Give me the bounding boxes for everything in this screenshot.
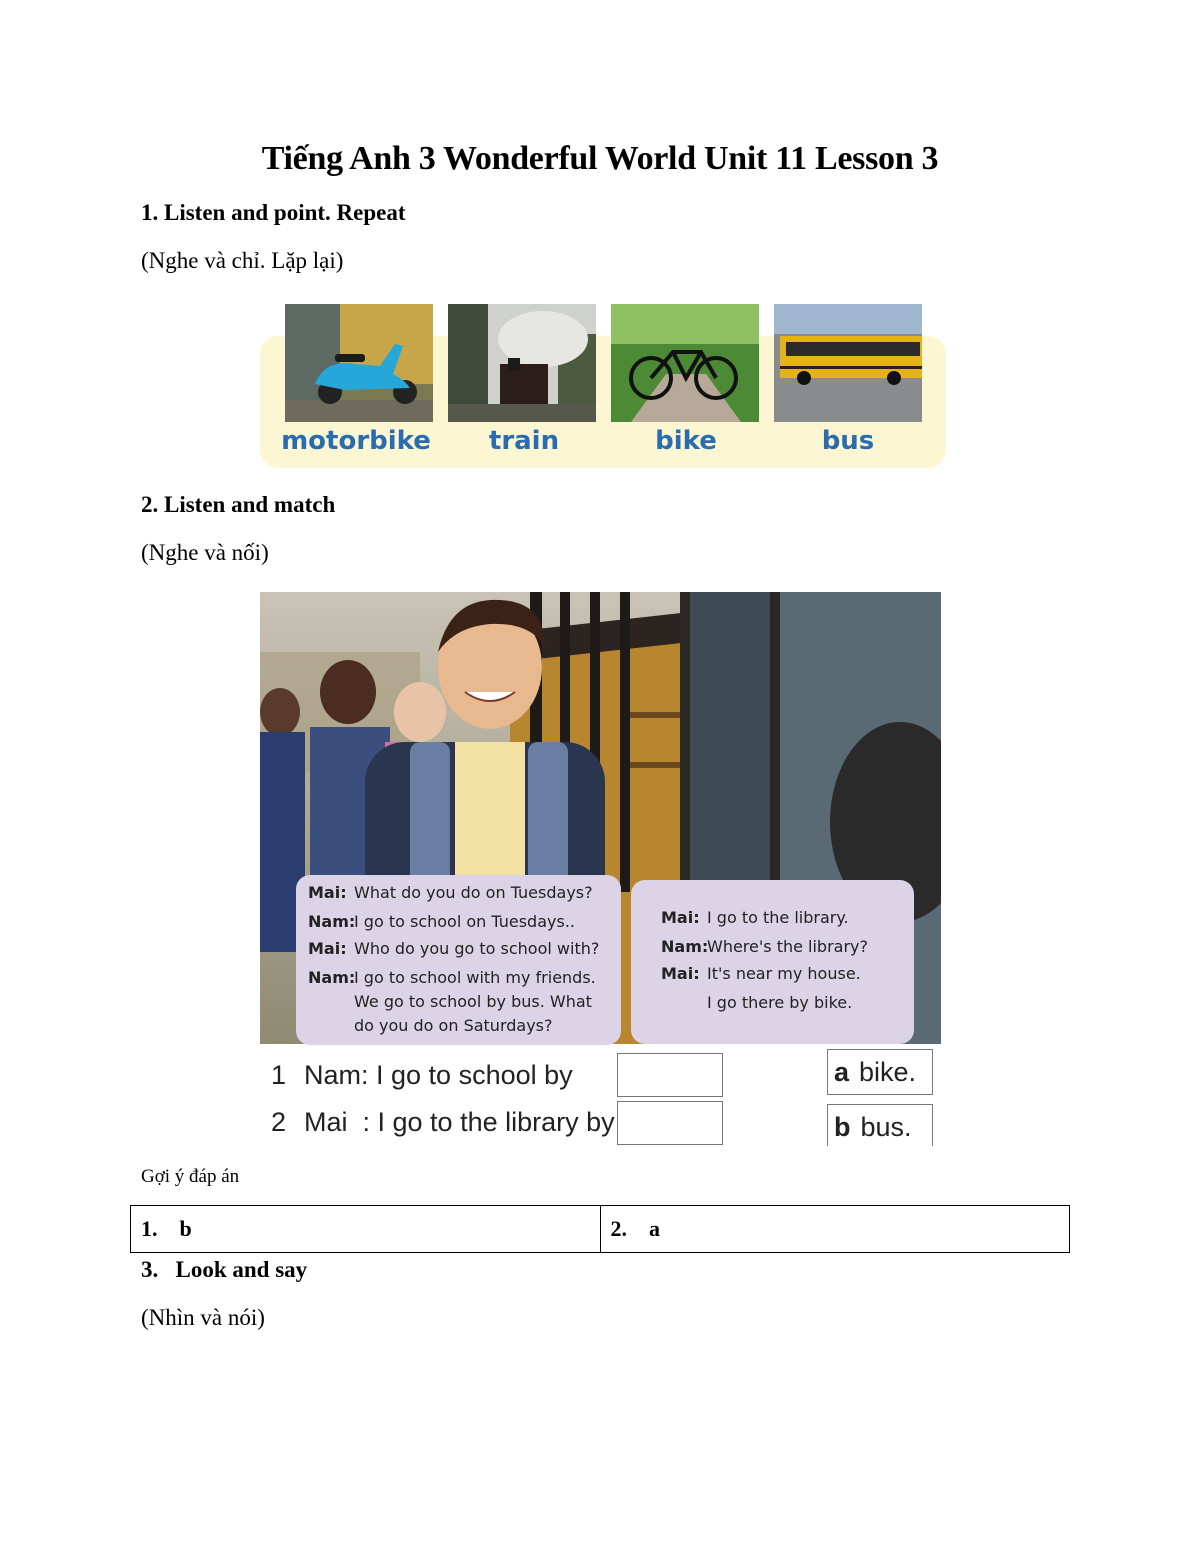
speech-bubble-right (631, 880, 914, 1044)
section-2-subtitle: (Nghe và nối) (141, 540, 269, 565)
section-3-subtitle: (Nhìn và nói) (141, 1305, 265, 1330)
bubble-line: Nam:I go to school on Tuesdays.. (308, 912, 575, 931)
exercise-sentence: Nam: I go to school by (304, 1060, 573, 1090)
section-3-heading: 3. Look and say (141, 1257, 308, 1282)
answer-cell: 2. a (600, 1206, 1070, 1253)
option-a (827, 1049, 933, 1095)
bubble-line: Nam:Where's the library? (661, 937, 869, 956)
vocab-label-train: train (488, 426, 560, 456)
bubble-line: We go to school by bus. What (354, 992, 592, 1011)
page-title: Tiếng Anh 3 Wonderful World Unit 11 Lesson 3 (261, 140, 939, 177)
section-2-heading: 2. Listen and match (141, 492, 336, 517)
vocab-label-bus: bus (821, 426, 875, 456)
exercise-number: 1 (271, 1060, 287, 1090)
exercise-number: 2 (271, 1107, 287, 1137)
bike-image (611, 304, 759, 422)
bus-image (774, 304, 922, 422)
bubble-line: Mai: Who do you go to school with? (308, 939, 600, 958)
answer-box[interactable] (617, 1053, 723, 1097)
bubble-line: Mai: I go to the library. (661, 908, 849, 927)
answer-box[interactable] (617, 1101, 723, 1145)
bubble-line: Mai: What do you do on Tuesdays? (308, 883, 593, 902)
option-letter: b (834, 1112, 851, 1142)
vocab-label-motorbike: motorbike (281, 426, 431, 456)
bubble-line: I go there by bike. (707, 993, 853, 1012)
answer-hint: Gợi ý đáp án (141, 1166, 240, 1187)
speech-bubble-left (296, 875, 621, 1045)
bubble-line: do you do on Saturdays? (354, 1016, 553, 1035)
option-text: bus. (860, 1112, 912, 1142)
answer-cell: 1. b (131, 1206, 601, 1253)
bubble-line: Nam:I go to school with my friends. (308, 968, 596, 987)
option-letter: a (834, 1057, 850, 1087)
bubble-line: Mai: It's near my house. (661, 964, 861, 983)
option-b (827, 1104, 933, 1146)
vocab-label-bike: bike (655, 426, 717, 456)
option-text: bike. (859, 1057, 917, 1087)
train-image (448, 304, 596, 422)
section-1-subtitle: (Nghe và chỉ. Lặp lại) (141, 248, 344, 273)
answer-table (130, 1205, 1070, 1253)
motorbike-image (285, 304, 433, 422)
section-1-heading: 1. Listen and point. Repeat (141, 200, 406, 225)
exercise-sentence: Mai : I go to the library by (304, 1107, 615, 1137)
table-row (131, 1206, 1070, 1253)
